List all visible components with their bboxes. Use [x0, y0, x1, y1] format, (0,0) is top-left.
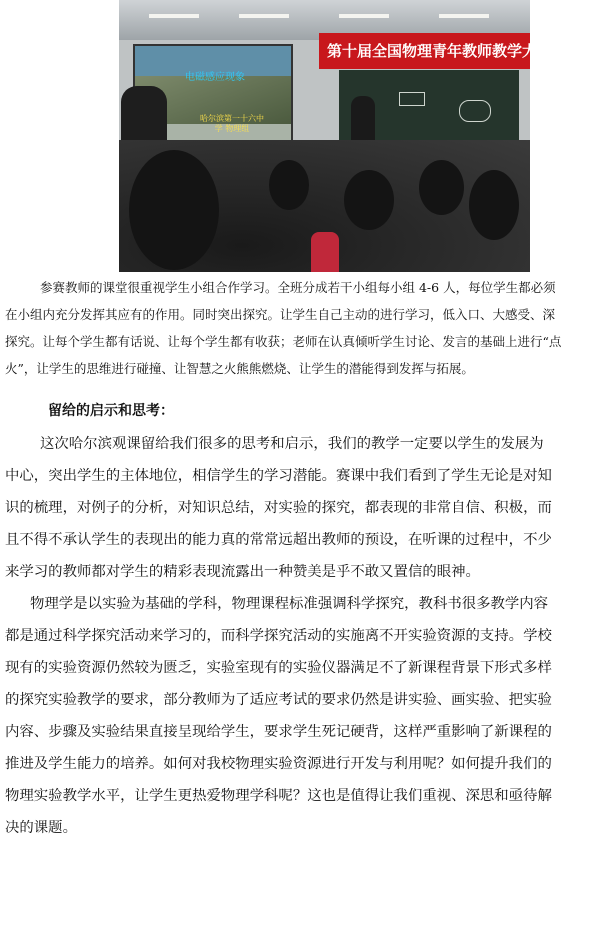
paragraph-line: 的探究实验教学的要求，部分教师为了适应考试的要求仍然是讲实验、画实验、把实验: [5, 692, 552, 708]
ceiling-lamp: [439, 14, 489, 18]
screen-title: 电磁感应现象: [185, 72, 245, 83]
ceiling-lamp: [239, 14, 289, 18]
audience-head: [129, 150, 219, 270]
audience-head: [469, 170, 519, 240]
audience-head: [344, 170, 394, 230]
paragraph-line: 来学习的教师都对学生的精彩表现流露出一种赞美是乎不敢又置信的眼神。: [5, 564, 480, 580]
audience-head: [269, 160, 309, 210]
paragraph-line: 物理学是以实验为基础的学科，物理课程标准强调科学探究，教科书很多教学内容: [30, 596, 549, 612]
paragraph-line: 在小组内充分发挥其应有的作用。同时突出探究。让学生自己主动的进行学习，低入口、大感受、深: [5, 307, 556, 322]
paragraph-line: 现有的实验资源仍然较为匮乏，实验室现有的实验仪器满足不了新课程背景下形式多样: [5, 660, 552, 676]
chalk-drawing: [459, 100, 491, 122]
paragraph-line: 识的梳理，对例子的分析，对知识总结，对实验的探究，都表现的非常自信、积极，而: [5, 500, 552, 516]
chalk-drawing: [399, 92, 425, 106]
paragraph-line: 推进及学生能力的培养。如何对我校物理实验资源进行开发与利用呢？如何提升我们的: [5, 756, 552, 772]
paragraph-line: 中心，突出学生的主体地位，相信学生的学习潜能。赛课中我们看到了学生无论是对知: [5, 468, 552, 484]
ceiling-lamp: [149, 14, 199, 18]
paragraph-line: 决的课题。: [5, 820, 77, 836]
paragraph-line: 这次哈尔滨观课留给我们很多的思考和启示，我们的教学一定要以学生的发展为: [40, 436, 544, 452]
paragraph-line: 探究。让每个学生都有话说、让每个学生都有收获；老师在认真倾听学生讨论、发言的基础上进行“点: [5, 334, 562, 349]
paragraph-line: 且不得不承认学生的表现出的能力真的常常远超出教师的预设，在听课的过程中，不少: [5, 532, 552, 548]
audience-head: [419, 160, 464, 215]
screen-subtitle: 哈尔滨第一十六中学 物理组: [200, 114, 264, 133]
paragraph-line: 都是通过科学探究活动来学习的，而科学探究活动的实施离不开实验资源的支持。学校: [5, 628, 552, 644]
student-red-coat: [311, 232, 339, 272]
paragraph-line: 内容、步骤及实验结果直接呈现给学生，要求学生死记硬背，这样严重影响了新课程的: [5, 724, 552, 740]
paragraph-line: 火”，让学生的思维进行碰撞、让智慧之火熊熊燃烧、让学生的潜能得到发挥与拓展。: [5, 361, 474, 376]
contest-banner: 第十届全国物理青年教师教学大赛A赛场: [319, 33, 530, 69]
section-heading: 留给的启示和思考：: [48, 403, 174, 419]
ceiling-lamp: [339, 14, 389, 18]
paragraph-line: 参赛教师的课堂很重视学生小组合作学习。全班分成若干小组每小组 4-6 人，每位学生都必须: [40, 280, 556, 295]
classroom-photo: [119, 0, 594, 272]
paragraph-line: 物理实验教学水平，让学生更热爱物理学科呢？这也是值得让我们重视、深思和亟待解: [5, 788, 552, 804]
